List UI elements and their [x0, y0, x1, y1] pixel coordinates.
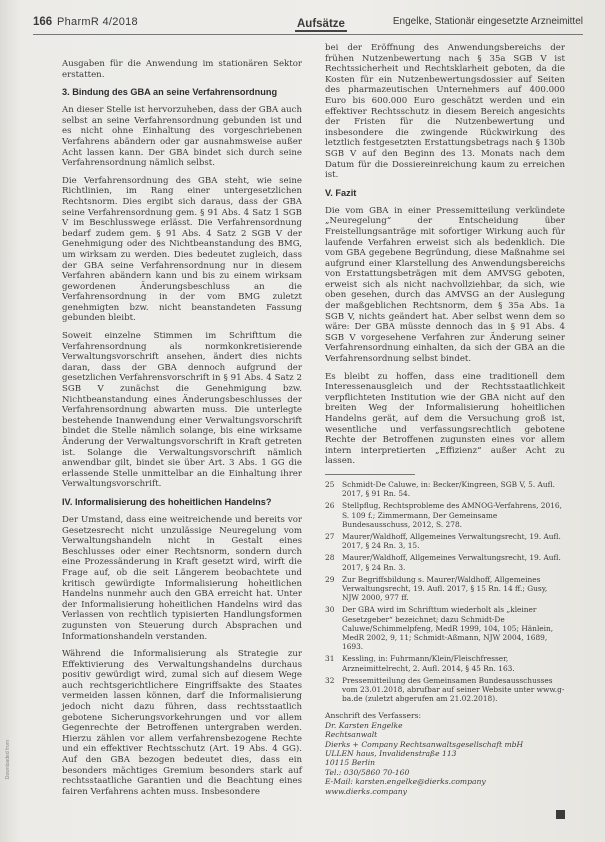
address-line: ULLEN haus, Invalidenstraße 113 [325, 749, 457, 759]
footnote-rule [325, 474, 415, 475]
footnote-number: 27 [325, 531, 335, 541]
address-lines [325, 721, 565, 796]
paragraph: Soweit einzelne Stimmen im Schrifttum die Verfahrensordnung als normkonkretisierende Verwaltungsvorschrift ansehen, ändert dies nichts daran, dass der GBA dennoch aufgrund der gesetzlichen Verfahrensvorschrift in § 91 Abs. 4 Satz 2 SGB V zunächst die Genehmigung bzw. Nichtbeanstandung eines Änderungsbeschlusses der Verfahrensordnung abwarten muss. Die unterlegte bestehende Inanwendung einer Verwaltungsvorschrift bindet die Stelle nämlich solange, bis eine wirksame Änderung der Verwaltungsvorschrift in Kraft getreten ist. Solange die Verwaltungsvorschrift nämlich anwendbar gilt, bindet sie über Art. 3 Abs. 1 GG die erlassende Stelle unmittelbar an die Einhaltung ihrer Verwaltungsvorschrift. [62, 331, 302, 490]
end-mark [556, 810, 565, 819]
footnote [325, 605, 565, 651]
footnote-number: 31 [325, 654, 335, 664]
left-column [62, 59, 302, 804]
paragraph: Während die Informalisierung als Strategie zur Effektivierung des Verwaltungshandelns durchaus positiv gewürdigt wird, zumal sich auf diesem Wege auch rechtsgerichtlichere Eingriffsakte des Staates vermeiden lassen können, darf die Informalisierung jedoch nicht dazu führen, dass rechtsstaatlich gebotene Sicherungsvorkehrungen und vor allem Gegenrechte der Betroffenen untergraben werden. Hierzu zählen vor allem verfahrensbezogene Rechte und ein effektiver Rechtsschutz (Art. 19 Abs. 4 GG). Auf den GBA bezogen bedeutet dies, dass ein besonders mächtiges Gremium besonders stark auf rechtsstaatliche Garantien und die Beachtung eines fairen Verfahrens achten muss. Insbesondere [62, 649, 302, 797]
paragraph: Der Umstand, dass eine weitreichende und bereits vor Gesetzesrecht nicht unzulässige Neuregelung vom Verwaltungshandeln nicht in Gestalt eines Beschlusses oder einer Rechtsnorm, sondern durch eine Prozessänderung in Kraft gesetzt wird, wirft die Frage auf, ob die seit Längerem beobachtete und kritisch gewürdigte Informalisierung hoheitlichen Handelns nunmehr auch den GBA erreicht hat. Unter der Informalisierung hoheitlichen Handelns wird das Verlassen von rechtlich typisierten Handlungsformen zugunsten von Steuerung durch Absprachen und Informationshandeln verstanden. [62, 514, 302, 642]
footnote-number: 26 [325, 501, 335, 511]
footnote-text: Stellpflug, Rechtsprobleme des AMNOG-Verfahrens, 2016, S. 109 f.; Zimmermann, Der Gemeinsame Bundesausschuss, 2012, S. 278. [342, 501, 562, 529]
continued-paragraph: bei der Eröffnung des Anwendungsbereichs der frühen Nutzenbewertung nach § 35a SGB V ist Rechtssicherheit und Rechtsklarheit geboten, da die Kosten für ein Nutzenbewertungsdossier auf Seiten des pharmazeutischen Unternehmers auf 400.000 Euro bis 600.000 Euro geschätzt werden und ein effektiver Rechtsschutz in diesem Bereich angesichts der Fristen für die Nutzenbewertung und insbesondere die zwingende Rückwirkung des letztlich festgesetzten Erstattungsbetrags nach § 130b SGB V auf den Beginn des 13. Monats nach dem Datum für die Dossiereinreichung kaum zu erreichen ist. [325, 43, 565, 181]
address-line: 10115 Berlin [325, 758, 376, 768]
footnote [325, 553, 565, 571]
paragraph: Es bleibt zu hoffen, dass eine traditionell dem Interessenausgleich und der Rechtsstaatlichkeit verpflichteten Institution wie der GBA nicht auf den breiten Weg der Informalisierung hoheitlichen Handelns gerät, auf dem die Versuchung groß ist, wesentliche und verfassungsrechtlich gebotene Rechte der Betroffenen zugunsten eines vor allem intern interpretierten „Effizienz“ außer Acht zu lassen. [325, 371, 565, 467]
download-note: Downloaded from [5, 740, 11, 780]
paragraph: An dieser Stelle ist hervorzuheben, dass der GBA auch selbst an seine Verfahrensordnung gebunden ist und es nicht ohne Einhaltung des vorgeschriebenen Verfahrens abändern oder gar ausnahmsweise außer Acht lassen kann. Der GBA bindet sich durch seine Verfahrensordnung nämlich selbst. [62, 105, 302, 169]
section-heading-v: V. Fazit [325, 187, 357, 198]
footnote [325, 501, 565, 529]
section-heading-iv: IV. Informalisierung des hoheitlichen Handelns? [62, 496, 272, 507]
footnote-text: Schmidt-De Caluwe, in: Becker/Kingreen, SGB V, 5. Aufl. 2017, § 91 Rn. 54. [342, 479, 555, 499]
footnote [325, 575, 565, 603]
page-number: 166 [33, 16, 53, 28]
footnote-text: Maurer/Waldhoff, Allgemeines Verwaltungsrecht, 19. Aufl. 2017, § 24 Rn. 3, 15. [342, 531, 561, 551]
footnote-number: 25 [325, 479, 335, 489]
intro-paragraph: Ausgaben für die Anwendung im stationären Sektor erstatten. [62, 59, 302, 80]
footnote-list [325, 480, 565, 703]
address-line: E-Mail: karsten.engelke@dierks.company [325, 777, 486, 787]
footnote-number: 30 [325, 605, 335, 615]
paragraph: Die vom GBA in einer Pressemitteilung verkündete „Neuregelung“ der Entscheidung über Freistellungsanträge mit sofortiger Wirkung auch für laufende Verfahren erweist sich als bedenklich. Die vom GBA gegebene Begründung, diese Maßnahme sei aufgrund einer Klarstellung des Anwendungsbereichs von Erstattungsbeträgen mit dem AMVSG geboten, erweist sich als nicht nachvollziehbar, da sich, wie oben gesehen, durch das AMVSG an der Auslegung der maßgeblichen Rechtsnorm, dem § 35a Abs. 1a SGB V, nichts geändert hat. Aber selbst wenn dem so wäre: Der GBA müsste dennoch das in § 91 Abs. 4 SGB V vorgesehene Verfahren zur Änderung seiner Verfahrensordnung einhalten, da sich der GBA an die Verfahrensordnung selbst bindet. [325, 205, 565, 365]
page-header [33, 14, 583, 34]
address-line: Dr. Karsten Engelke [325, 720, 403, 730]
address-line: www.dierks.company [325, 786, 407, 796]
running-title: Engelke, Stationär eingesetzte Arzneimittel [392, 16, 583, 27]
right-column [325, 43, 565, 796]
address-heading: Anschrift des Verfassers: [325, 711, 422, 721]
footnote [325, 676, 565, 704]
address-line: Dierks + Company Rechtsanwaltsgesellschaft mbH [325, 739, 524, 749]
footnote-text: Der GBA wird im Schrifttum wiederholt als „kleiner Gesetzgeber“ bezeichnet; dazu Schmidt-De Caluwe/Schimmelpfeng, MedR 1999, 104, 105; Hänlein, MedR 2002, 9, 11; Schmidt-Aßmann, NJW 2004, 1689, 1693. [342, 605, 554, 652]
footnote-text: Kessling, in: Fuhrmann/Klein/Fleischfresser, Arzneimittelrecht, 2. Aufl. 2014, § 45 Rn. 163. [342, 654, 515, 673]
footnote-text: Zur Begriffsbildung s. Maurer/Waldhoff, Allgemeines Verwaltungsrecht, 19. Aufl. 2017, § 15 Rn. 14 ff.; Gusy, NJW 2000, 977 ff. [342, 574, 548, 603]
footnote-text: Maurer/Waldhoff, Allgemeines Verwaltungsrecht, 19. Aufl. 2017, § 24 Rn. 3. [342, 553, 561, 572]
footnote-number: 32 [325, 675, 335, 685]
address-line: Tel.: 030/5860 70-160 [325, 767, 410, 777]
footnote [325, 480, 565, 498]
address-line: Rechtsanwalt [325, 730, 378, 740]
footnote-number: 29 [325, 574, 335, 584]
section-title: Aufsätze [297, 18, 345, 30]
paragraph: Die Verfahrensordnung des GBA steht, wie seine Richtlinien, im Rang einer untergesetzlichen Rechtsnorm. Dies ergibt sich daraus, dass der GBA seine Verfahrensordnung gem. § 91 Abs. 4 Satz 1 SGB V im Beschlusswege erlässt. Die Verfahrensordnung bedarf zudem gem. § 91 Abs. 4 Satz 2 SGB V der Genehmigung oder des Nichtbeanstandung des BMG, um wirksam zu werden. Dies bedeutet zugleich, dass der GBA seine Verfahrensordnung nur in diesem Verfahren abändern kann und bis zu einem wirksam gewordenen Änderungsbeschluss an die Verfahrensordnung in der vom BMG zuletzt genehmigten bzw. nicht beanstandeten Fassung gebunden bleibt. [62, 175, 302, 324]
section-heading-3: 3. Bindung des GBA an seine Verfahrensordnung [62, 87, 278, 98]
header-rule [33, 34, 583, 35]
footnote-text: Pressemitteilung des Gemeinsamen Bundesausschusses vom 23.01.2018, abrufbar auf seiner Website unter www.g-ba.de (zuletzt abgerufen am 21.02.2018). [342, 675, 565, 704]
author-address [325, 711, 565, 796]
journal-name: PharmR 4/2018 [57, 16, 138, 28]
footnote [325, 654, 565, 672]
footnote [325, 532, 565, 550]
footnote-number: 28 [325, 553, 335, 563]
